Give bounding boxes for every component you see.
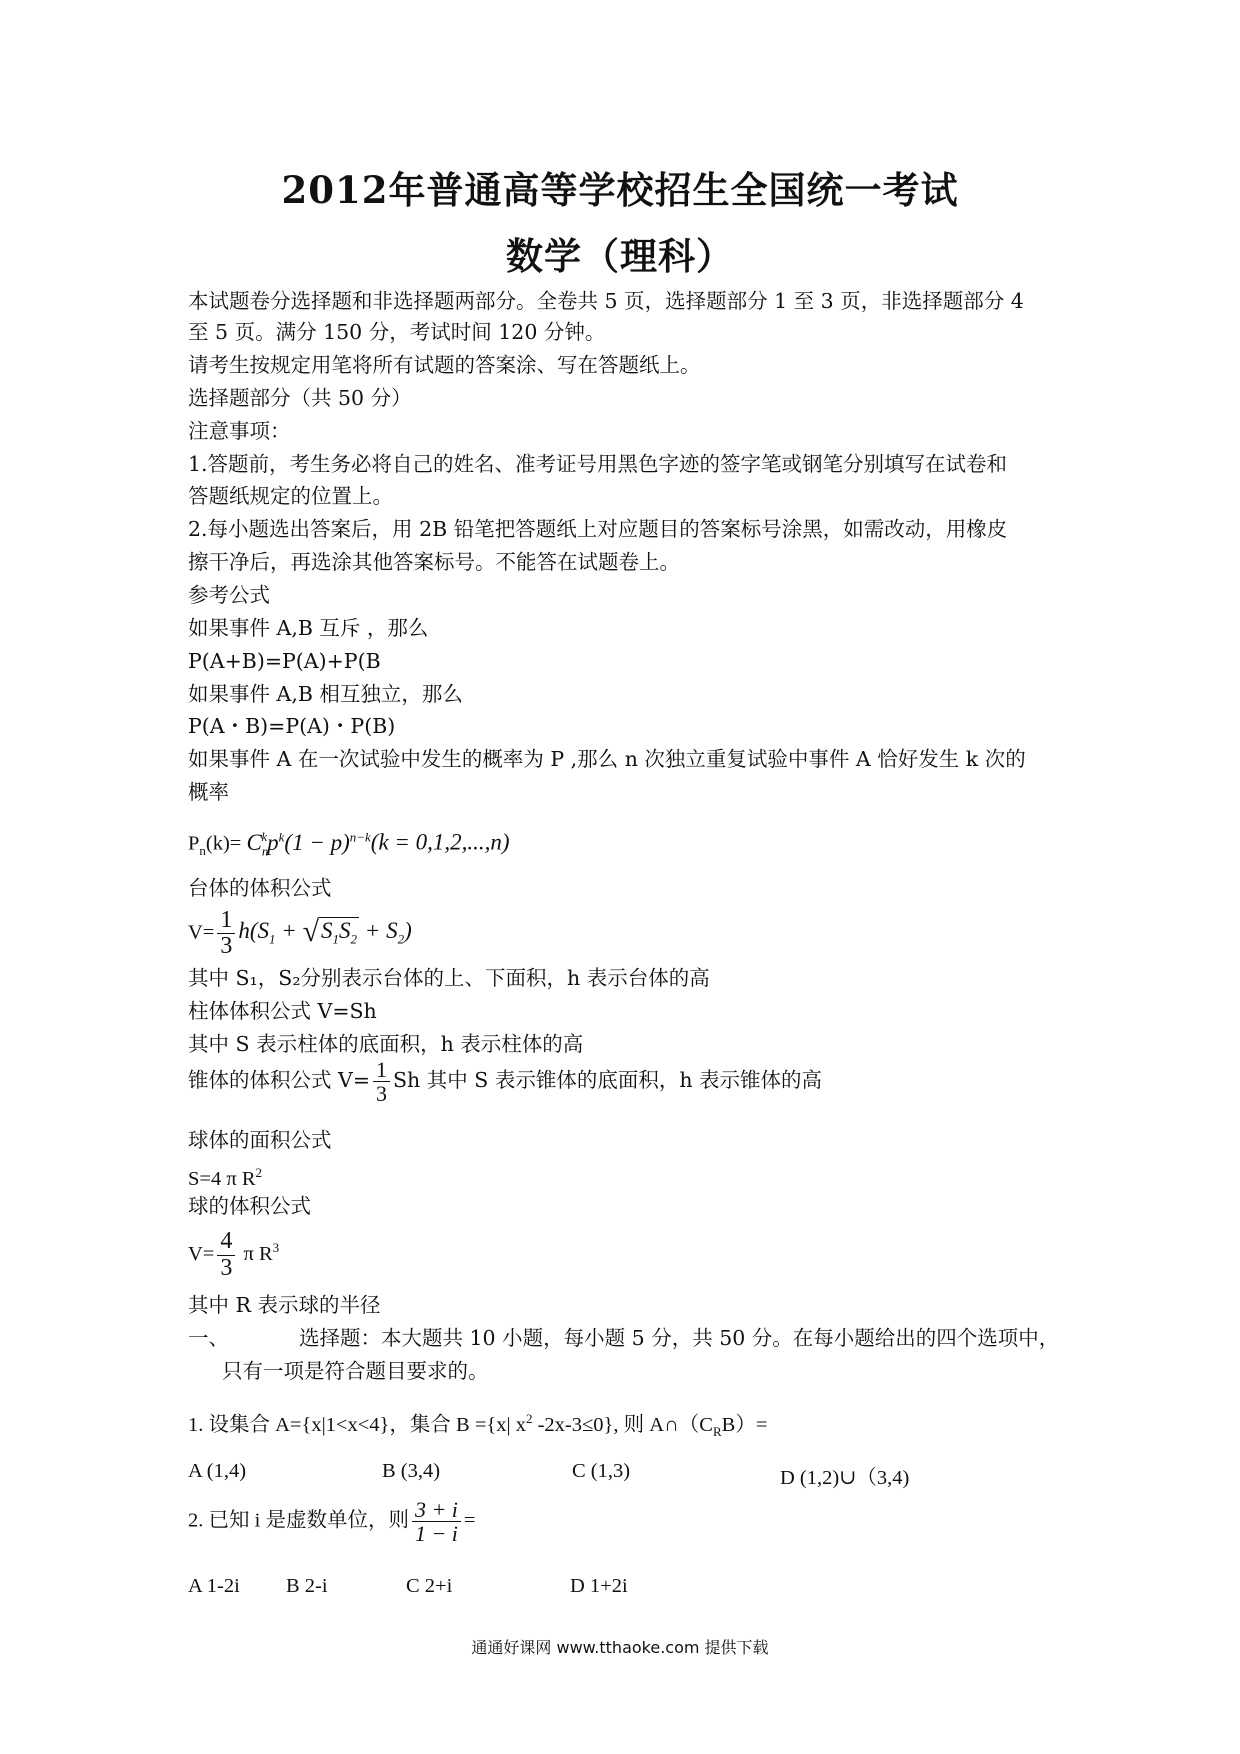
frustum-title: 台体的体积公式 bbox=[188, 876, 332, 900]
sphere-area-title: 球体的面积公式 bbox=[188, 1128, 332, 1152]
page-footer: 通通好课网 www.tthaoke.com 提供下载 bbox=[471, 1638, 769, 1657]
intro-line: 注意事项： bbox=[188, 419, 291, 443]
intro-line: 答题纸规定的位置上。 bbox=[188, 484, 393, 508]
section-heading-cont: 只有一项是符合题目要求的。 bbox=[222, 1359, 489, 1383]
prism-note: 其中 S 表示柱体的底面积，h 表示柱体的高 bbox=[188, 1032, 584, 1056]
question-1-stem: 1. 设集合 A={x|1<x<4}，集合 B ={x| $x^2$ -2x-3≤0}, 则 $A\cap(C_RB)=$ bbox=[188, 1411, 768, 1439]
sphere-area-formula: S=4 π $R^2$ bbox=[188, 1165, 262, 1190]
intro-line: 2.每小题选出答案后，用 2B 铅笔把答题纸上对应题目的答案标号涂黑，如需改动，用橡皮 bbox=[188, 517, 1008, 541]
intro-line: P(A+B)=P(A)+P(B bbox=[188, 649, 381, 673]
frustum-formula: V= $\frac{1}{3}$ $h(S_1 + √S_1S_2 + S_2)$ bbox=[188, 907, 412, 960]
binomial-formula: $P_n(k)= C_n^kp^k(1 - p)^{n-k}(k = 0,1,2,...,n)$ bbox=[188, 829, 510, 859]
question-2-option-d: D 1+2i bbox=[570, 1575, 628, 1597]
question-2-option-a: A 1-2i bbox=[188, 1575, 240, 1597]
sphere-note: 其中 R 表示球的半径 bbox=[188, 1293, 381, 1317]
question-2-stem: 2. 已知 i 是虚数单位，则 $\frac{3 + i}{1 - i}$ = bbox=[188, 1497, 476, 1547]
section-number: 一、 bbox=[188, 1326, 229, 1350]
intro-line: 如果事件 A,B 相互独立，那么 bbox=[188, 682, 463, 706]
intro-line: 擦干净后，再选涂其他答案标号。不能答在试题卷上。 bbox=[188, 550, 680, 574]
section-heading bbox=[188, 1323, 1068, 1353]
question-1-option-b: B (3,4) bbox=[382, 1460, 441, 1482]
page-subtitle: 数学（理科） bbox=[506, 234, 734, 278]
intro-line: 如果事件 A,B 互斥 ，那么 bbox=[188, 616, 429, 640]
question-2-option-c: C 2+i bbox=[406, 1575, 453, 1597]
section-text: 选择题：本大题共 10 小题，每小题 5 分，共 50 分。在每小题给出的四个选项中， bbox=[299, 1326, 1060, 1350]
intro-line: 至 5 页。满分 150 分，考试时间 120 分钟。 bbox=[188, 320, 606, 344]
intro-line: 本试题卷分选择题和非选择题两部分。全卷共 5 页，选择题部分 1 至 3 页，非选择题部分 4 bbox=[188, 289, 1024, 313]
sphere-volume-formula: V= $\frac{4}{3}$ π $R^3$ bbox=[188, 1228, 280, 1281]
intro-line: 1.答题前，考生务必将自己的姓名、准考证号用黑色字迹的签字笔或钢笔分别填写在试卷和 bbox=[188, 452, 1008, 476]
question-2-option-b: B 2-i bbox=[286, 1575, 328, 1597]
cone-formula: 锥体的体积公式 V= $\frac{1}{3}$ Sh 其中 S 表示锥体的底面积，h 表示锥体的高 bbox=[188, 1057, 823, 1107]
intro-line: 选择题部分（共 50 分） bbox=[188, 386, 412, 410]
question-1-option-a: A (1,4) bbox=[188, 1460, 247, 1482]
intro-line: 如果事件 A 在一次试验中发生的概率为 P ,那么 n 次独立重复试验中事件 A 恰好发生 k 次的 bbox=[188, 747, 1026, 771]
frustum-note: 其中 S₁，S₂分别表示台体的上、下面积，h 表示台体的高 bbox=[188, 966, 710, 990]
intro-line: 请考生按规定用笔将所有试题的答案涂、写在答题纸上。 bbox=[188, 353, 701, 377]
intro-line: 概率 bbox=[188, 780, 229, 804]
intro-line: 参考公式 bbox=[188, 583, 270, 607]
question-1-option-d: D (1,2)∪（3,4) bbox=[780, 1467, 910, 1489]
question-1-option-c: C (1,3) bbox=[572, 1460, 631, 1482]
intro-line: P(A・B)=P(A)・P(B) bbox=[188, 714, 396, 738]
page-title: 2012年普通高等学校招生全国统一考试 bbox=[281, 168, 959, 212]
prism-formula: 柱体体积公式 V=Sh bbox=[188, 999, 377, 1023]
sphere-volume-title: 球的体积公式 bbox=[188, 1194, 311, 1218]
